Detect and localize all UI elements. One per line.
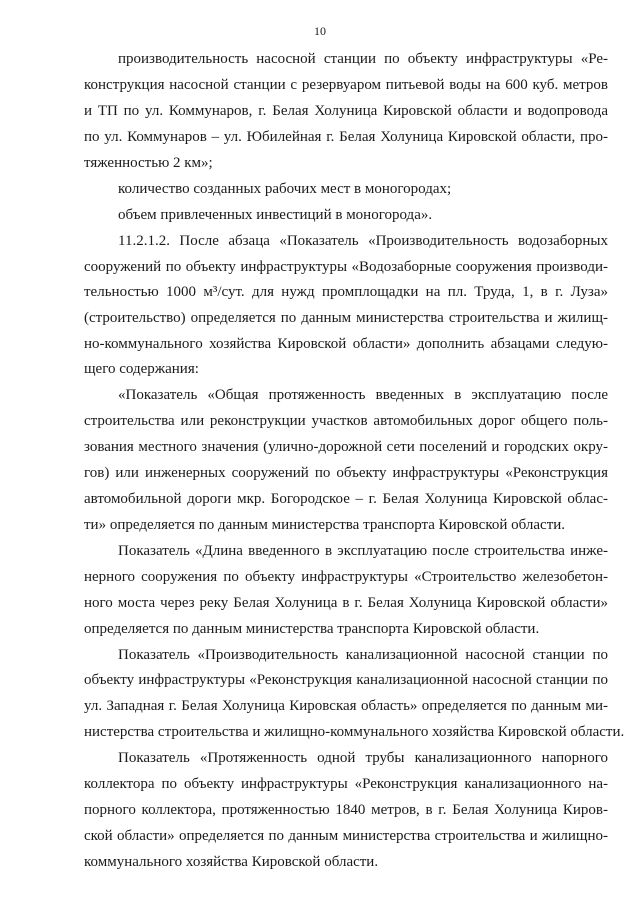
text-line: автомобильной дороги мкр. Богородское – г. Белая Холуница Кировской облас-	[84, 491, 608, 507]
text-line: нерного сооружения по объекту инфраструктуры «Строительство железобетон-	[84, 569, 608, 585]
text-line: сооружений по объекту инфраструктуры «Водозаборные сооружения производи-	[84, 259, 608, 275]
text-line: тяженностью 2 км»;	[84, 155, 213, 171]
text-line: объекту инфраструктуры «Реконструкция канализационной насосной станции по	[84, 672, 608, 688]
text-line: (строительство) определяется по данным министерства строительства и жилищ-	[84, 310, 608, 326]
text-line: нистерства строительства и жилищно-коммунального хозяйства Кировской области.	[84, 724, 625, 740]
text-line: коллектора по объекту инфраструктуры «Реконструкция канализационного на-	[84, 776, 608, 792]
text-line: ти» определяется по данным министерства транспорта Кировской области.	[84, 517, 566, 533]
text-line: конструкция насосной станции с резервуаром питьевой воды на 600 куб. метров	[84, 77, 608, 93]
text-line: щего содержания:	[84, 361, 199, 377]
text-line: тельностью 1000 м³/сут. для нужд промплощадки на пл. Труда, 1, в г. Луза»	[84, 284, 608, 300]
text-line: 11.2.1.2. После абзаца «Показатель «Производительность водозаборных	[118, 233, 608, 249]
text-line: зования местного значения (улично-дорожной сети поселений и городских окру-	[84, 439, 608, 455]
text-line: ул. Западная г. Белая Холуница Кировская область» определяется по данным ми-	[84, 698, 608, 714]
text-line: строительства или реконструкции участков автомобильных дорог общего поль-	[84, 413, 608, 429]
text-line: «Показатель «Общая протяженность введенных в эксплуатацию после	[118, 387, 608, 403]
text-line: гов) или инженерных сооружений по объекту инфраструктуры «Реконструкция	[84, 465, 608, 481]
text-line: количество созданных рабочих мест в моногородах;	[118, 181, 452, 197]
text-line: Показатель «Производительность канализационной насосной станции по	[118, 647, 608, 663]
text-line: по ул. Коммунаров – ул. Юбилейная г. Белая Холуница Кировской области, про-	[84, 129, 608, 145]
page-number: 10	[314, 24, 326, 38]
text-line: производительность насосной станции по объекту инфраструктуры «Ре-	[118, 51, 608, 67]
text-line: объем привлеченных инвестиций в моногорода».	[118, 207, 433, 223]
text-line: коммунального хозяйства Кировской области.	[84, 854, 379, 870]
text-line: ской области» определяется по данным министерства строительства и жилищно-	[84, 828, 608, 844]
text-line: порного коллектора, протяженностью 1840 метров, в г. Белая Холуница Киров-	[84, 802, 608, 818]
text-line: определяется по данным министерства транспорта Кировской области.	[84, 621, 540, 637]
text-line: Показатель «Протяженность одной трубы канализационного напорного	[118, 750, 608, 766]
text-line: но-коммунального хозяйства Кировской области» дополнить абзацами следую-	[84, 336, 608, 352]
text-line: и ТП по ул. Коммунаров, г. Белая Холуница Кировской области и водопровода	[84, 103, 608, 119]
text-line: Показатель «Длина введенного в эксплуатацию после строительства инже-	[118, 543, 608, 559]
text-line: ного моста через реку Белая Холуница в г. Белая Холуница Кировской области»	[84, 595, 608, 611]
